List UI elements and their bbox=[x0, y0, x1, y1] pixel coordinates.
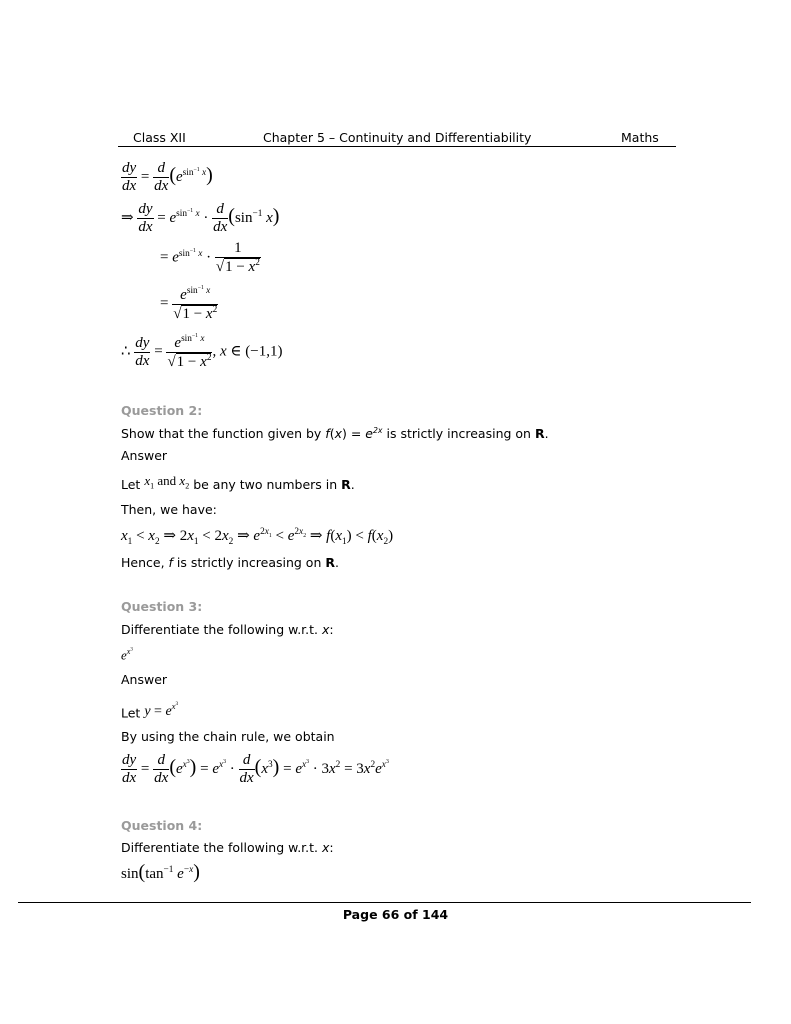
question-4-expression: $\sin(\tan^{-1}$ $e^{-x}$) bbox=[121, 861, 200, 883]
math-line-3: = $e^{sin^{-1} x}$ · $\frac{1}{√1 - x^2}$ bbox=[160, 240, 260, 276]
question-3-answer-label: Answer bbox=[121, 672, 168, 687]
question-2-conclusion: Hence, f is strictly increasing on R. bbox=[121, 555, 339, 570]
header-subject: Maths bbox=[621, 130, 659, 145]
question-4-statement: Differentiate the following w.r.t. x: bbox=[121, 840, 334, 855]
question-2-title: Question 2: bbox=[121, 403, 203, 418]
header-class: Class XII bbox=[133, 130, 186, 145]
question-2-then: Then, we have: bbox=[121, 502, 217, 517]
math-line-1: $\frac{dy}{dx}$ = $\frac{d}{dx}$ $(e^{sin^{-1} x})$ bbox=[122, 160, 213, 195]
header-chapter: Chapter 5 – Continuity and Differentiability bbox=[263, 130, 532, 145]
question-3-derivative: $\frac{dy}{dx}$ = $\frac{d}{dx}$ $(e^{x^3}) = e^{x^3}$ · $\frac{d}{dx}$ $(x^3) = e^{x^3} \cdot 3x^2 = 3x^2e^{x^3}$ bbox=[122, 752, 389, 787]
math-line-4: = $\frac{e^{sin^{-1} x}}{√1 - x^2}$ bbox=[160, 285, 218, 323]
question-3-expression: $e^{x^3}$ bbox=[121, 647, 133, 663]
page-number: Page 66 of 144 bbox=[342, 907, 449, 922]
question-2-answer-label: Answer bbox=[121, 448, 168, 463]
footer-divider bbox=[18, 902, 751, 903]
question-3-title: Question 3: bbox=[121, 599, 203, 614]
math-line-5: ∴ $\frac{dy}{dx}$ = $\frac{e^{sin^{-1} x}}{√1 - x^2}$ , x ∈ (−1,1) bbox=[121, 333, 283, 371]
question-3-chain-rule: By using the chain rule, we obtain bbox=[121, 729, 335, 744]
question-2-let: Let $x_1$ and $x_2$ be any two numbers in R. bbox=[121, 473, 355, 492]
header-divider bbox=[118, 146, 676, 147]
question-2-inequality: $x_1 < x_2$ ⇒ $2x_1 < 2x_2$ ⇒ $e^{2x_1} < e^{2x_2}$ ⇒ $f(x_1) < f(x_2)$ bbox=[121, 527, 394, 547]
question-3-statement: Differentiate the following w.r.t. x: bbox=[121, 622, 334, 637]
math-line-2: ⇒ $\frac{dy}{dx}$ = $e^{sin^{-1} x}$ · $\frac{d}{dx}$ ($\sin^{-1}$ x) bbox=[121, 201, 280, 236]
question-4-title: Question 4: bbox=[121, 818, 203, 833]
question-3-let: Let $y = e^{x^3}$ bbox=[121, 701, 179, 721]
question-2-statement: Show that the function given by $f(x) = e^{2x}$ is strictly increasing on R. bbox=[121, 426, 549, 442]
